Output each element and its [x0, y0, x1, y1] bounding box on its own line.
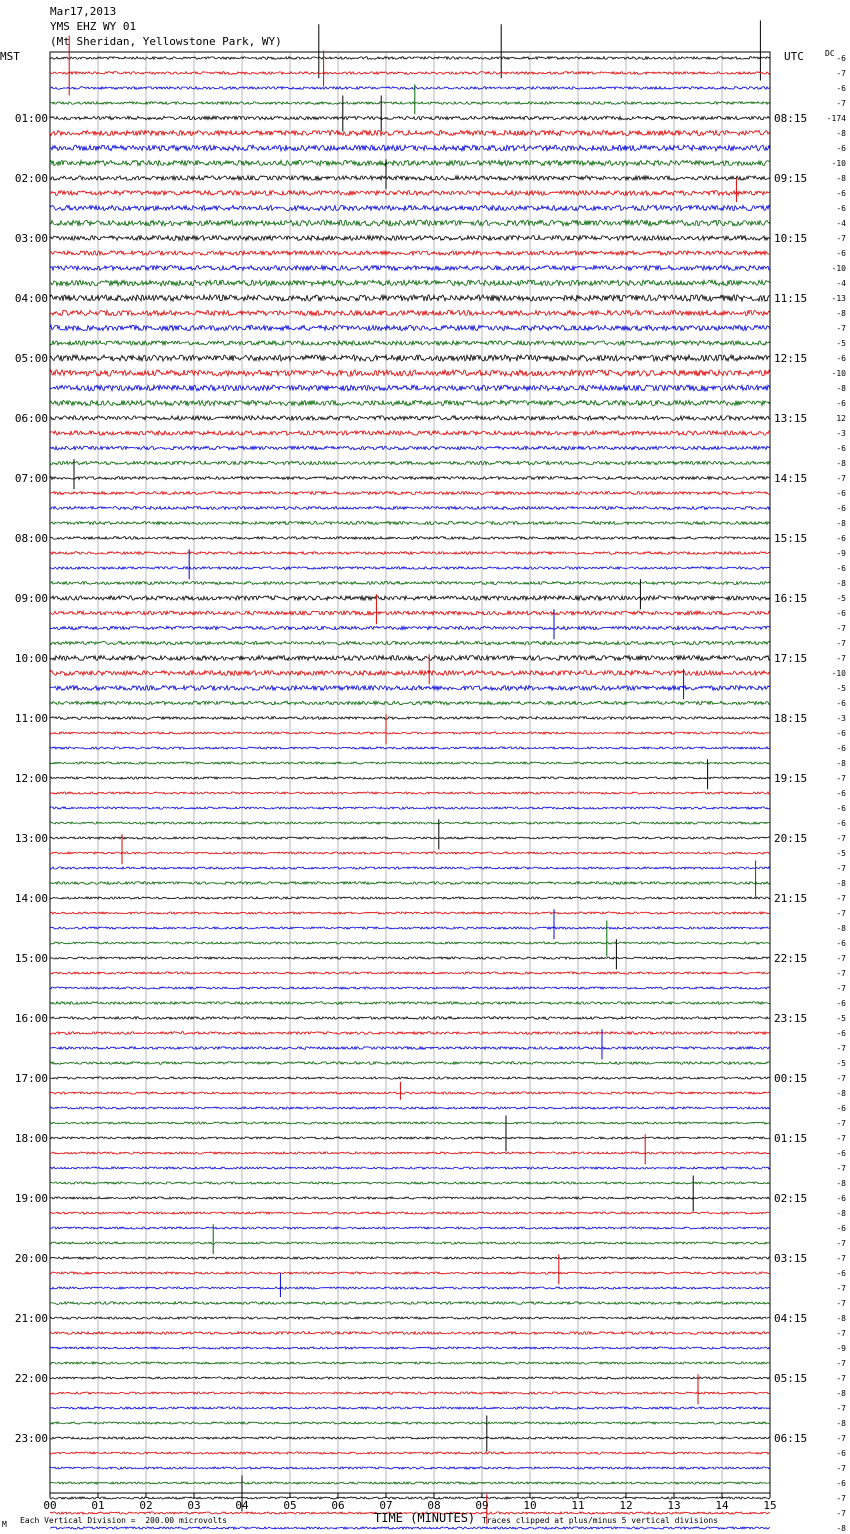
trace-offset-label: -6 — [836, 354, 846, 363]
utc-hour-label: 05:15 — [774, 1372, 808, 1385]
seismic-trace — [50, 341, 770, 345]
trace-offset-label: -6 — [836, 1194, 846, 1203]
seismic-trace — [50, 732, 770, 734]
seismic-trace — [50, 87, 770, 90]
x-tick-label: 12 — [619, 1499, 633, 1512]
trace-offset-label: -6 — [836, 804, 846, 813]
mst-hour-label: 18:00 — [14, 1132, 48, 1145]
seismic-trace — [50, 1407, 770, 1409]
seismic-trace — [50, 205, 770, 210]
trace-offset-label: -8 — [836, 579, 846, 588]
mst-hour-label: 21:00 — [14, 1312, 48, 1325]
seismic-trace — [50, 1257, 770, 1259]
seismic-trace — [50, 236, 770, 241]
trace-offset-label: -7 — [836, 1404, 846, 1413]
trace-offset-label: -8 — [836, 459, 846, 468]
seismic-trace — [50, 912, 770, 914]
seismic-trace — [50, 145, 770, 151]
x-tick-label: 10 — [523, 1499, 537, 1512]
trace-offset-label: -8 — [836, 1179, 846, 1188]
trace-offset-label: -6 — [836, 144, 846, 153]
trace-offset-label: -10 — [831, 369, 846, 378]
seismic-trace — [50, 897, 770, 899]
trace-offset-label: -7 — [836, 1494, 846, 1503]
utc-hour-label: 10:15 — [774, 232, 808, 245]
station-code: YMS EHZ WY 01 — [50, 20, 137, 33]
x-tick-label: 08 — [427, 1499, 441, 1512]
trace-offset-label: -6 — [836, 84, 846, 93]
trace-offset-label: -7 — [836, 894, 846, 903]
utc-hour-label: 13:15 — [774, 412, 808, 425]
seismic-trace — [50, 400, 770, 405]
trace-offset-label: -8 — [836, 759, 846, 768]
utc-hour-label: 02:15 — [774, 1192, 808, 1205]
utc-hour-label: 06:15 — [774, 1432, 808, 1445]
trace-offset-label: -7 — [836, 69, 846, 78]
trace-offset-label: -7 — [836, 1509, 846, 1518]
trace-offset-label: -5 — [836, 684, 846, 693]
seismic-trace — [50, 1167, 770, 1169]
x-tick-label: 09 — [475, 1499, 489, 1512]
trace-offset-label: -8 — [836, 519, 846, 528]
trace-offset-label: -6 — [836, 1104, 846, 1113]
seismic-trace — [50, 191, 770, 196]
seismic-trace — [50, 1392, 770, 1394]
trace-offset-label: -9 — [836, 1344, 846, 1353]
station-location: (Mt Sheridan, Yellowstone Park, WY) — [50, 35, 282, 48]
trace-offset-label: -6 — [836, 819, 846, 828]
trace-offset-label: -3 — [836, 714, 846, 723]
trace-offset-label: -4 — [836, 279, 846, 288]
seismic-trace — [50, 492, 770, 495]
seismic-trace — [50, 1242, 770, 1244]
trace-offset-label: -7 — [836, 1329, 846, 1338]
seismic-trace — [50, 416, 770, 420]
seismic-trace — [50, 656, 770, 661]
trace-offset-label: -6 — [836, 564, 846, 573]
seismic-trace — [50, 251, 770, 255]
trace-offset-label: -6 — [836, 999, 846, 1008]
trace-offset-label: -5 — [836, 594, 846, 603]
trace-offset-label: -10 — [831, 159, 846, 168]
trace-offset-label: -6 — [836, 744, 846, 753]
trace-offset-label: -7 — [836, 1239, 846, 1248]
seismic-trace — [50, 522, 770, 525]
mst-hour-label: 16:00 — [14, 1012, 48, 1025]
seismic-trace — [50, 355, 770, 361]
scale-note: Each Vertical Division = 200.00 microvolts — [20, 1516, 228, 1525]
trace-offset-label: -6 — [836, 1479, 846, 1488]
trace-offset-label: -8 — [836, 174, 846, 183]
mst-hour-label: 11:00 — [14, 712, 48, 725]
trace-offset-label: -6 — [836, 249, 846, 258]
mst-hour-label: 15:00 — [14, 952, 48, 965]
trace-offset-label: -8 — [836, 1389, 846, 1398]
mst-hour-label: 22:00 — [14, 1372, 48, 1385]
seismic-trace — [50, 552, 770, 555]
trace-offset-label: -6 — [836, 489, 846, 498]
seismic-trace — [50, 567, 770, 570]
seismic-trace — [50, 1182, 770, 1184]
mst-hour-label: 01:00 — [14, 112, 48, 125]
seismic-trace — [50, 1032, 770, 1035]
utc-hour-label: 14:15 — [774, 472, 808, 485]
x-tick-label: 04 — [235, 1499, 249, 1512]
trace-offset-label: -8 — [836, 1209, 846, 1218]
seismic-trace — [50, 1482, 770, 1484]
seismic-trace — [50, 1152, 770, 1154]
right-timezone-label: UTC — [784, 50, 804, 63]
x-tick-label: 01 — [91, 1499, 105, 1512]
mst-hour-label: 23:00 — [14, 1432, 48, 1445]
x-tick-label: 05 — [283, 1499, 297, 1512]
seismic-trace — [50, 777, 770, 779]
utc-hour-label: 15:15 — [774, 532, 808, 545]
seismic-trace — [50, 1332, 770, 1335]
seismic-trace — [50, 1527, 770, 1529]
trace-offset-label: -6 — [836, 939, 846, 948]
trace-offset-label: -6 — [836, 699, 846, 708]
trace-offset-label: -7 — [836, 324, 846, 333]
seismic-trace — [50, 792, 770, 794]
seismic-trace — [50, 130, 770, 135]
utc-hour-label: 09:15 — [774, 172, 808, 185]
seismic-trace — [50, 671, 770, 676]
trace-offset-label: -7 — [836, 1044, 846, 1053]
trace-offset-label: -7 — [836, 954, 846, 963]
x-tick-label: 11 — [571, 1499, 585, 1512]
mst-hour-label: 12:00 — [14, 772, 48, 785]
trace-offset-label: -6 — [836, 1449, 846, 1458]
seismic-trace — [50, 1017, 770, 1020]
trace-offset-label: -6 — [836, 729, 846, 738]
trace-offset-label: -4 — [836, 219, 846, 228]
trace-offset-label: -6 — [836, 54, 846, 63]
mst-hour-label: 17:00 — [14, 1072, 48, 1085]
seismic-trace — [50, 1317, 770, 1319]
mst-hour-label: 19:00 — [14, 1192, 48, 1205]
mst-hour-label: 09:00 — [14, 592, 48, 605]
seismic-trace — [50, 957, 770, 959]
seismic-trace — [50, 1437, 770, 1439]
trace-offset-label: -7 — [836, 834, 846, 843]
seismic-trace — [50, 1422, 770, 1424]
seismic-trace — [50, 1452, 770, 1454]
mst-hour-label: 06:00 — [14, 412, 48, 425]
trace-offset-label: -7 — [836, 639, 846, 648]
seismic-trace — [50, 102, 770, 105]
seismic-trace — [50, 1092, 770, 1094]
seismic-trace — [50, 461, 770, 465]
trace-offset-label: -7 — [836, 1134, 846, 1143]
seismic-trace — [50, 1347, 770, 1349]
mst-hour-label: 08:00 — [14, 532, 48, 545]
x-tick-label: 02 — [139, 1499, 153, 1512]
trace-offset-label: -7 — [836, 1284, 846, 1293]
utc-hour-label: 21:15 — [774, 892, 808, 905]
seismic-trace — [50, 867, 770, 869]
seismic-trace — [50, 1377, 770, 1379]
mst-hour-label: 20:00 — [14, 1252, 48, 1265]
clip-note: Traces clipped at plus/minus 5 vertical divisions — [482, 1516, 719, 1525]
trace-offset-label: -6 — [836, 1029, 846, 1038]
seismic-trace — [50, 72, 770, 75]
seismic-trace — [50, 972, 770, 974]
seismic-trace — [50, 57, 770, 60]
seismic-trace — [50, 686, 770, 691]
utc-hour-label: 20:15 — [774, 832, 808, 845]
seismic-trace — [50, 882, 770, 885]
trace-offset-label: -174 — [826, 114, 846, 123]
trace-offset-label: 12 — [836, 414, 846, 423]
mst-hour-label: 05:00 — [14, 352, 48, 365]
corner-mark: M — [2, 1520, 7, 1529]
trace-offset-label: -9 — [836, 549, 846, 558]
seismic-trace — [50, 807, 770, 809]
trace-offset-label: -7 — [836, 624, 846, 633]
trace-offset-label: -7 — [836, 1299, 846, 1308]
x-tick-label: 03 — [187, 1499, 201, 1512]
seismic-trace — [50, 1197, 770, 1199]
left-timezone-label: MST — [0, 50, 20, 63]
seismic-trace — [50, 1362, 770, 1364]
mst-hour-label: 13:00 — [14, 832, 48, 845]
seismic-trace — [50, 537, 770, 540]
utc-hour-label: 18:15 — [774, 712, 808, 725]
trace-offset-label: -7 — [836, 1464, 846, 1473]
seismic-trace — [50, 822, 770, 824]
trace-offset-label: -7 — [836, 99, 846, 108]
trace-offset-label: -8 — [836, 1314, 846, 1323]
seismic-trace — [50, 116, 770, 120]
utc-hour-label: 19:15 — [774, 772, 808, 785]
seismic-trace — [50, 1287, 770, 1289]
mst-hour-label: 02:00 — [14, 172, 48, 185]
seismic-trace — [50, 1212, 770, 1214]
dc-label: DC — [825, 49, 835, 58]
seismic-trace — [50, 446, 770, 450]
trace-offset-label: -7 — [836, 1074, 846, 1083]
x-tick-label: 00 — [43, 1499, 57, 1512]
trace-offset-label: -13 — [831, 294, 846, 303]
x-tick-label: 15 — [763, 1499, 777, 1512]
plot-date: Mar17,2013 — [50, 5, 117, 18]
trace-offset-label: -7 — [836, 969, 846, 978]
trace-offset-label: -6 — [836, 534, 846, 543]
seismic-trace — [50, 611, 770, 615]
mst-hour-label: 10:00 — [14, 652, 48, 665]
trace-offset-label: -7 — [836, 1254, 846, 1263]
trace-offset-label: -8 — [836, 924, 846, 933]
seismic-trace — [50, 1302, 770, 1305]
seismic-trace — [50, 1497, 770, 1499]
seismic-trace — [50, 641, 770, 645]
seismic-trace — [50, 927, 770, 929]
seismic-trace — [50, 176, 770, 180]
trace-offset-label: -5 — [836, 339, 846, 348]
trace-offset-label: -7 — [836, 474, 846, 483]
trace-offset-label: -7 — [836, 1374, 846, 1383]
x-tick-label: 14 — [715, 1499, 729, 1512]
seismic-trace — [50, 266, 770, 271]
seismic-trace — [50, 1227, 770, 1229]
seismic-trace — [50, 477, 770, 480]
seismic-trace — [50, 701, 770, 705]
trace-offset-label: -8 — [836, 309, 846, 318]
seismic-trace — [50, 295, 770, 301]
seismic-trace — [50, 280, 770, 286]
utc-hour-label: 23:15 — [774, 1012, 808, 1025]
trace-offset-label: -7 — [836, 1164, 846, 1173]
seismic-trace — [50, 1047, 770, 1050]
mst-hour-label: 07:00 — [14, 472, 48, 485]
trace-offset-label: -7 — [836, 1359, 846, 1368]
utc-hour-label: 04:15 — [774, 1312, 808, 1325]
trace-offset-label: -7 — [836, 984, 846, 993]
trace-offset-label: -7 — [836, 1119, 846, 1128]
x-tick-label: 13 — [667, 1499, 681, 1512]
seismic-trace — [50, 1107, 770, 1109]
seismic-trace — [50, 942, 770, 944]
seismic-trace — [50, 852, 770, 854]
seismic-trace — [50, 717, 770, 720]
seismic-trace — [50, 431, 770, 435]
seismic-trace — [50, 837, 770, 839]
seismic-trace — [50, 582, 770, 585]
utc-hour-label: 17:15 — [774, 652, 808, 665]
seismic-trace — [50, 1077, 770, 1079]
trace-offset-label: -8 — [836, 384, 846, 393]
utc-hour-label: 12:15 — [774, 352, 808, 365]
seismic-trace — [50, 310, 770, 315]
trace-offset-label: -6 — [836, 504, 846, 513]
trace-offset-label: -6 — [836, 609, 846, 618]
x-tick-label: 07 — [379, 1499, 393, 1512]
seismic-trace — [50, 747, 770, 749]
seismic-trace — [50, 1062, 770, 1065]
seismic-trace — [50, 385, 770, 391]
trace-offset-label: -5 — [836, 1014, 846, 1023]
seismic-trace — [50, 1137, 770, 1139]
trace-offset-label: -8 — [836, 129, 846, 138]
mst-hour-label: 03:00 — [14, 232, 48, 245]
trace-offset-label: -7 — [836, 1434, 846, 1443]
trace-offset-label: -7 — [836, 909, 846, 918]
trace-offset-label: -10 — [831, 669, 846, 678]
utc-hour-label: 22:15 — [774, 952, 808, 965]
trace-offset-label: -3 — [836, 429, 846, 438]
trace-offset-label: -8 — [836, 1419, 846, 1428]
utc-hour-label: 01:15 — [774, 1132, 808, 1145]
trace-offset-label: -8 — [836, 1089, 846, 1098]
mst-hour-label: 04:00 — [14, 292, 48, 305]
trace-offset-label: -10 — [831, 264, 846, 273]
trace-offset-label: -7 — [836, 864, 846, 873]
trace-offset-label: -7 — [836, 654, 846, 663]
seismic-trace — [50, 1467, 770, 1469]
x-axis-title: TIME (MINUTES) — [374, 1511, 476, 1525]
trace-offset-label: -6 — [836, 399, 846, 408]
trace-offset-label: -6 — [836, 1224, 846, 1233]
trace-offset-label: -6 — [836, 189, 846, 198]
trace-offset-label: -7 — [836, 774, 846, 783]
trace-offset-label: -6 — [836, 444, 846, 453]
utc-hour-label: 00:15 — [774, 1072, 808, 1085]
seismic-trace — [50, 370, 770, 376]
seismic-trace — [50, 325, 770, 330]
seismic-trace — [50, 507, 770, 510]
utc-hour-label: 16:15 — [774, 592, 808, 605]
trace-offset-label: -8 — [836, 1524, 846, 1533]
trace-offset-label: -6 — [836, 204, 846, 213]
trace-offset-label: -5 — [836, 1059, 846, 1068]
x-tick-label: 06 — [331, 1499, 345, 1512]
seismic-trace — [50, 220, 770, 226]
utc-hour-label: 03:15 — [774, 1252, 808, 1265]
seismic-trace — [50, 160, 770, 165]
seismic-trace — [50, 626, 770, 630]
trace-offset-label: -5 — [836, 849, 846, 858]
seismic-trace — [50, 1272, 770, 1274]
trace-offset-label: -8 — [836, 879, 846, 888]
seismic-trace — [50, 1122, 770, 1124]
seismic-trace — [50, 1002, 770, 1005]
seismic-trace — [50, 987, 770, 989]
utc-hour-label: 08:15 — [774, 112, 808, 125]
mst-hour-label: 14:00 — [14, 892, 48, 905]
trace-offset-label: -6 — [836, 1149, 846, 1158]
seismic-trace — [50, 596, 770, 600]
trace-offset-label: -6 — [836, 1269, 846, 1278]
utc-hour-label: 11:15 — [774, 292, 808, 305]
seismic-trace — [50, 762, 770, 764]
trace-offset-label: -6 — [836, 789, 846, 798]
trace-offset-label: -7 — [836, 234, 846, 243]
